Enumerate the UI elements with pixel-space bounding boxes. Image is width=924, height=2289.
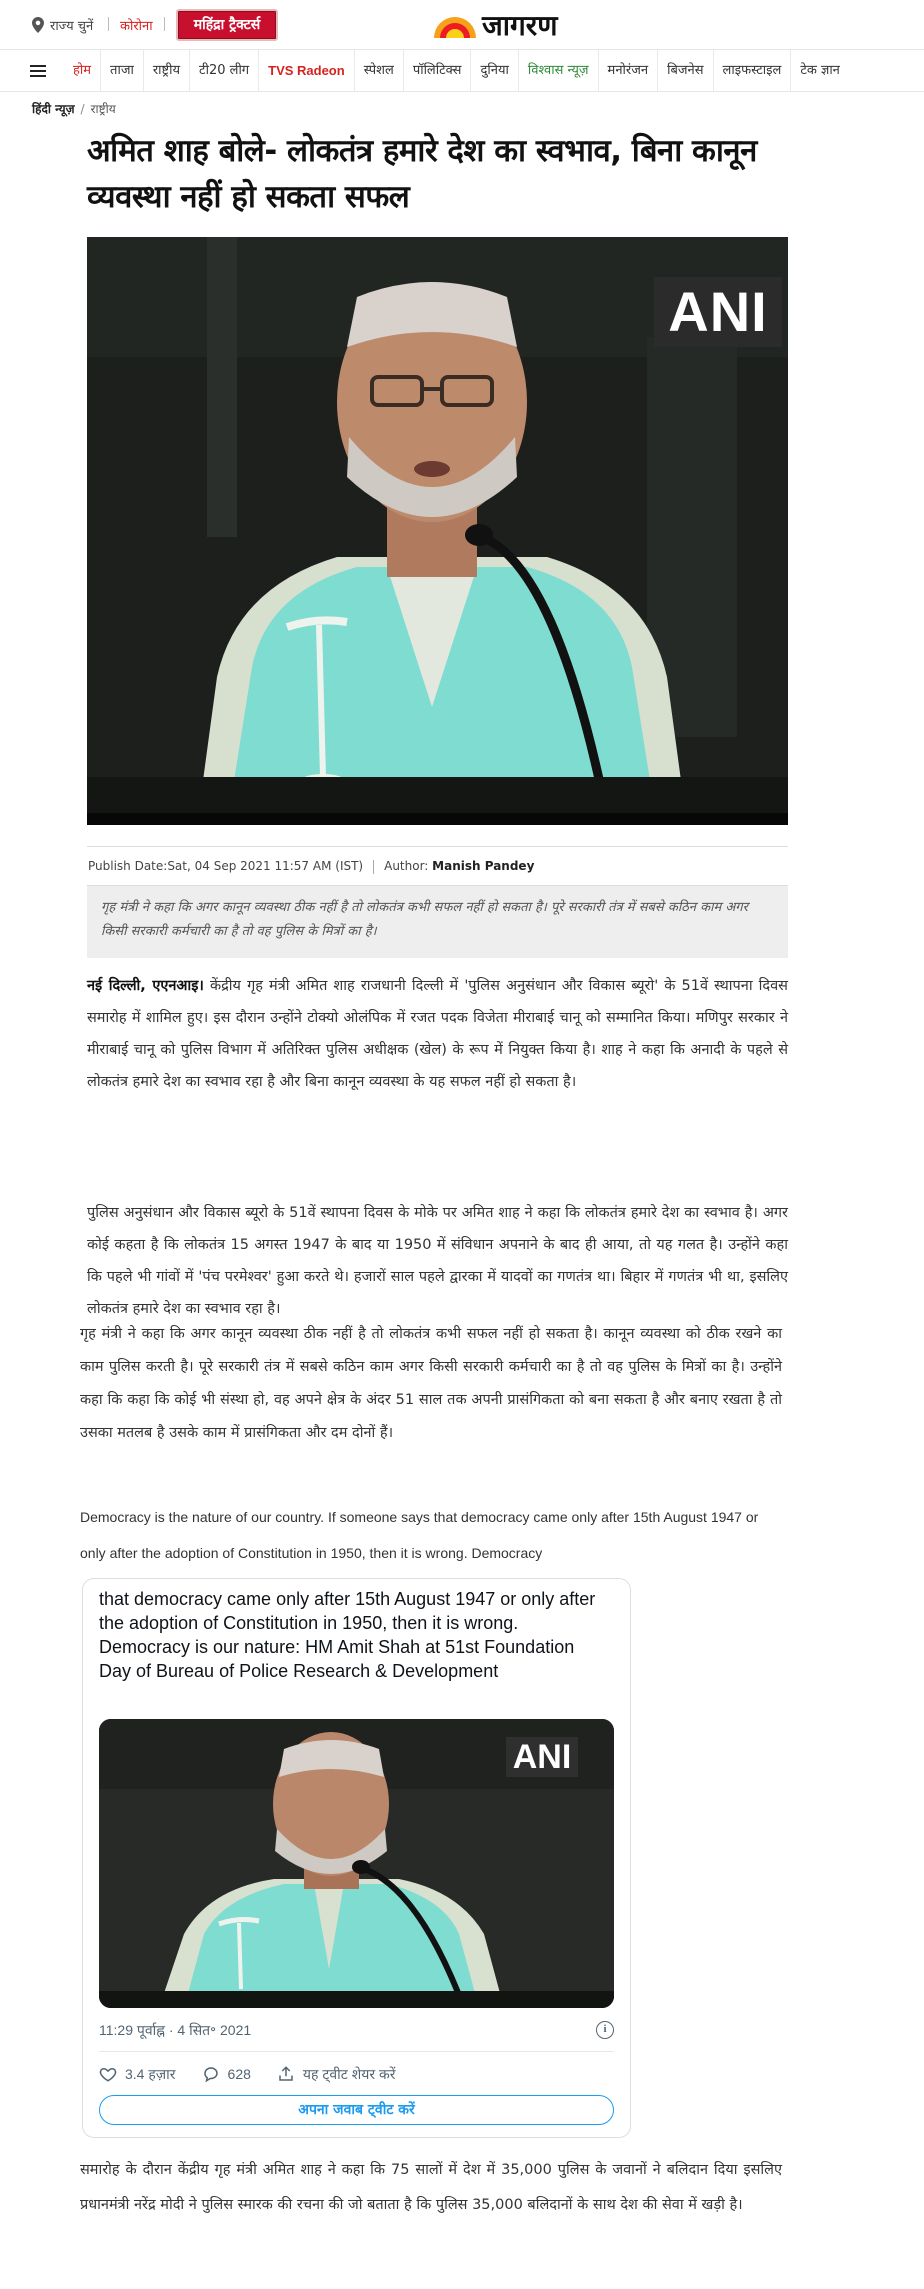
article-hero-image — [87, 237, 788, 825]
tweet-text: that democracy came only after 15th August 1947 or only after the adoption of Constitution in 1950, then it is wrong. Democracy is our nature: HM Amit Shah at 51st Foundation Day of Bureau of Police Research & Development — [99, 1589, 596, 1681]
share-label: यह ट्वीट शेयर करें — [302, 2065, 396, 2082]
divider — [373, 860, 374, 874]
article-meta — [87, 846, 788, 886]
like-button[interactable] — [99, 2065, 176, 2084]
breadcrumb-home[interactable]: हिंदी न्यूज़ — [32, 102, 75, 116]
nav-item-lifestyle[interactable]: लाइफस्टाइल — [714, 50, 792, 92]
sun-logo-icon — [430, 10, 480, 40]
embedded-tweet[interactable] — [82, 1578, 631, 2138]
divider — [108, 17, 109, 31]
corona-link[interactable]: कोरोना — [120, 19, 153, 34]
nav-item-latest[interactable]: ताजा — [101, 50, 144, 92]
heart-icon — [99, 2065, 117, 2083]
article-paragraph-2: पुलिस अनुसंधान और विकास ब्यूरो के 51वें स्थापना दिवस के मोके पर अमित शाह ने कहा कि लोकतंत्र हमारे देश का स्वभाव है। अगर कोई कहता है कि लोकतंत्र 15 अगस्त 1947 के बाद या 1950 में संविधान अपनाने के बाद ही आया, तो यह गलत है। उन्होंने कहा कि पहले भी गांवों में 'पंच परमेश्वर' हुआ करते थे। हजारों साल पहले द्वारका में यादवों का गणतंत्र था। बिहार में गणतंत्र भी था, इसलिए लोकतंत्र हमारे देश का स्वभाव रहा है। — [87, 1205, 788, 1317]
breadcrumb-separator: / — [80, 102, 85, 116]
nav-item-entertainment[interactable]: मनोरंजन — [599, 50, 659, 92]
nav-item-politics[interactable]: पॉलिटिक्स — [404, 50, 472, 92]
dateline: नई दिल्ली, एएनआइ। — [87, 978, 204, 994]
breadcrumb — [32, 100, 116, 117]
reply-count: 628 — [227, 2066, 251, 2082]
article-summary: गृह मंत्री ने कहा कि अगर कानून व्यवस्था ठीक नहीं है तो लोकतंत्र कभी सफल नहीं हो सकता है। पूरे सरकारी तंत्र में सबसे कठिन काम अगर किसी सरकारी कर्मचारी का है तो वह पुलिस के मित्रों का है। — [87, 886, 788, 958]
like-count: 3.4 हज़ार — [125, 2065, 176, 2082]
nav-item-tech[interactable]: टेक ज्ञान — [800, 62, 840, 78]
info-icon[interactable]: i — [596, 2021, 614, 2039]
sponsor-badge[interactable]: महिंद्रा ट्रैक्टर्स — [176, 9, 278, 41]
state-selector-label: राज्य चुनें — [50, 19, 94, 34]
reply-count-button[interactable] — [202, 2065, 251, 2083]
paragraph-text: केंद्रीय गृह मंत्री अमित शाह राजधानी दिल्ली में 'पुलिस अनुसंधान और विकास ब्यूरो' के 51वें स्थापना दिवस समारोह में शामिल हुए। इस दौरान उन्होंने टोक्यो ओलंपिक में रजत पदक विजेता मीराबाई चानू को सम्मानित किया। मणिपुर सरकार ने मीराबाई चानू को पुलिस विभाग में अतिरिक्त पुलिस अधीक्षक (खेल) के रूप में नियुक्त किया है। शाह ने कहा कि अनादी के पहले से लोकतंत्र हमारे देश का स्वभाव रहा है और बिना कानून व्यवस्था के यह सफल नहीं हो सकता है। — [87, 978, 788, 1090]
reply-bubble-icon — [202, 2065, 220, 2083]
main-nav — [0, 50, 924, 92]
menu-icon[interactable] — [30, 65, 46, 77]
article-paragraph-3: गृह मंत्री ने कहा कि अगर कानून व्यवस्था ठीक नहीं है तो लोकतंत्र कभी सफल नहीं हो सकता है। कानून व्यवस्था को ठीक रखने का काम पुलिस करती है। पूरे सरकारी तंत्र में सबसे कठिन काम अगर किसी सरकारी कर्मचारी का है तो वह पुलिस के मित्रों का है। उन्होंने कहा कि कहा कि कोई भी संस्था हो, वह अपने क्षेत्र के अंदर 51 साल तक अपनी प्रासंगिकता को बना सकता है और बनाए रखता है तो उसका मतलब है उसके काम में प्रासंगिकता और दम दोनों हैं। — [80, 1326, 782, 1441]
nav-item-world[interactable]: दुनिया — [471, 50, 518, 92]
location-pin-icon — [32, 17, 44, 33]
logo-text: जागरण — [482, 9, 558, 42]
divider — [99, 2051, 614, 2052]
nav-item-home[interactable]: होम — [64, 50, 101, 92]
ani-watermark: ANI — [654, 277, 782, 347]
reply-tweet-button[interactable]: अपना जवाब ट्वीट करें — [99, 2095, 614, 2125]
article-paragraph-1 — [87, 970, 788, 1098]
publish-date: Publish Date:Sat, 04 Sep 2021 11:57 AM (IST) — [88, 859, 364, 873]
state-selector[interactable] — [32, 16, 93, 34]
tweet-ani-watermark: ANI — [506, 1737, 578, 1777]
nav-item-t20-league[interactable]: टी20 लीग — [190, 50, 259, 92]
tweet-media[interactable] — [99, 1719, 614, 2008]
share-icon — [277, 2065, 295, 2083]
nav-item-vishvas-news[interactable]: विश्वास न्यूज़ — [519, 50, 599, 92]
tweet-actions — [99, 2063, 421, 2085]
tweet-timestamp[interactable]: 11:29 पूर्वाह्न · 4 सित॰ 2021 — [99, 2022, 252, 2038]
share-tweet-button[interactable] — [277, 2065, 396, 2084]
top-bar — [0, 0, 924, 50]
article-paragraph-4: समारोह के दौरान केंद्रीय गृह मंत्री अमित शाह ने कहा कि 75 सालों में देश में 35,000 पुलिस के जवानों ने बलिदान दिया इसलिए प्रधानमंत्री नरेंद्र मोदी ने पुलिस स्मारक की रचना की जो बताता है कि पुलिस 35,000 बलिदानों के साथ देश की सेवा में खड़ी है। — [80, 2162, 782, 2213]
author-name[interactable]: Manish Pandey — [432, 859, 535, 873]
nav-item-national[interactable]: राष्ट्रीय — [144, 50, 190, 92]
article-paragraph-english: Democracy is the nature of our country. If someone says that democracy came only after 15th August 1947 or only after the adoption of Constitution in 1950, then it is wrong. Democracy — [80, 1509, 759, 1561]
article-title: अमित शाह बोले- लोकतंत्र हमारे देश का स्वभाव, बिना कानून व्यवस्था नहीं हो सकता सफल — [87, 133, 757, 215]
divider — [164, 17, 165, 31]
nav-item-special[interactable]: स्पेशल — [355, 50, 404, 92]
nav-item-business[interactable]: बिजनेस — [658, 50, 713, 92]
jagran-logo[interactable] — [430, 8, 558, 42]
nav-item-tvs-radeon[interactable]: TVS Radeon — [259, 50, 355, 92]
breadcrumb-current[interactable]: राष्ट्रीय — [90, 102, 116, 116]
author-label: Author: — [384, 859, 429, 873]
